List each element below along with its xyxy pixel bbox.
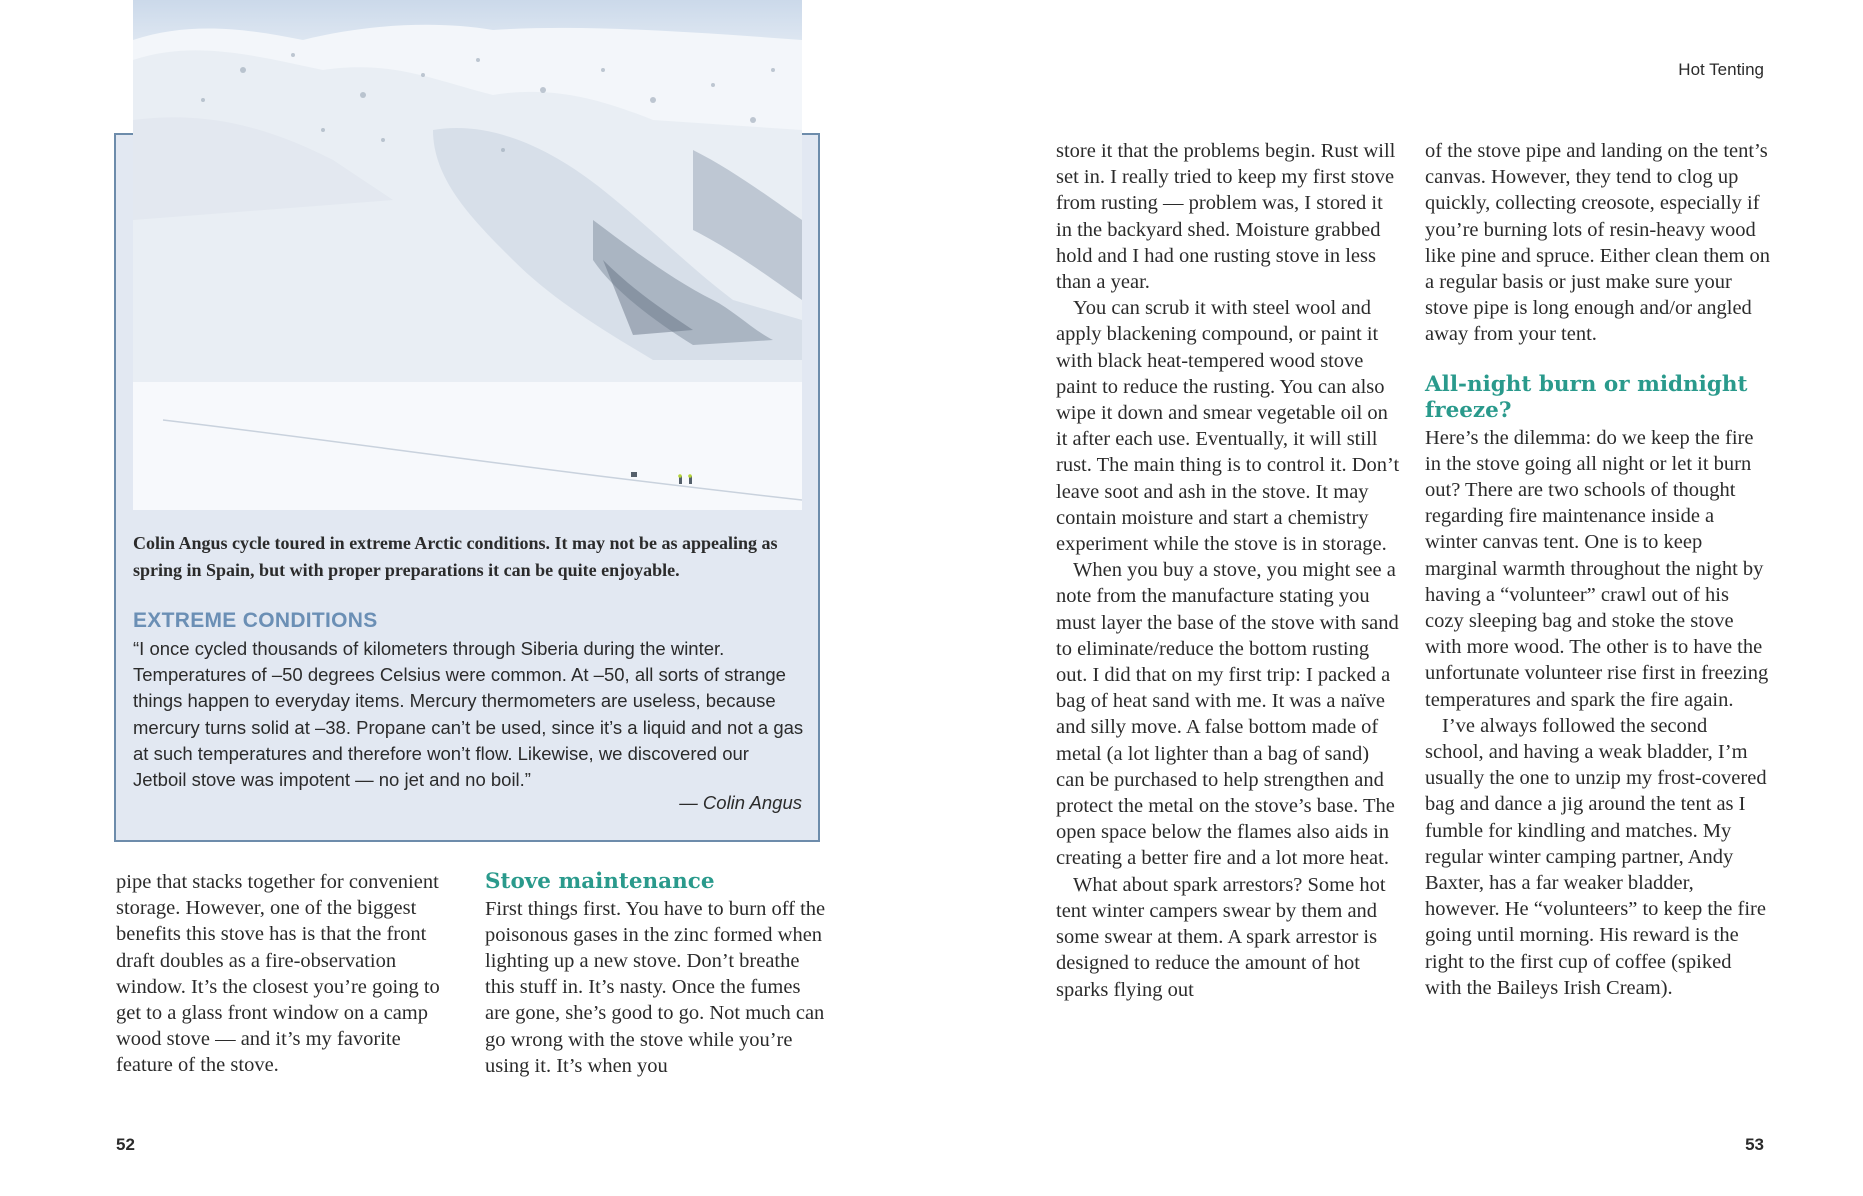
section-heading-all-night-burn: All-night burn or midnight freeze?	[1425, 371, 1748, 424]
text-column-1	[116, 869, 461, 1079]
text-column-4	[1425, 138, 1770, 1001]
text-column-2	[485, 869, 830, 1079]
paragraph: First things first. You have to burn off the poisonous gases in the zinc formed when lighting up a new stove. Don’t breathe this stuff in. It’s nasty. Once the fumes are gone, she’s good to go. Not much can go wrong with the stove while you’re using it. It’s when you	[485, 897, 826, 1077]
paragraph: You can scrub it with steel wool and apply blackening compound, or paint it with black heat-tempered wood stove paint to reduce the rusting. You can also wipe it down and smear vegetable oil on it after each use. Eventually, it will still rust. The main thing is to control it. Don’t leave soot and ash in the stove. It may contain moisture and start a chemistry experiment while the stove is in storage.	[1056, 297, 1400, 556]
sidebar-quote: “I once cycled thousands of kilometers through Siberia during the winter. Temperatures of –50 degrees Celsius were common. At –50, all sorts of strange things happen to everyday items. Mercury thermometers are useless, because mercury turns solid at –38. Propane can’t be used, since it’s a liquid and not a gas at such temperatures and therefore won’t flow. Likewise, we discovered our Jetboil stove was impotent — no jet and no boil.”	[133, 638, 804, 791]
paragraph: of the stove pipe and landing on the tent’s canvas. However, they tend to clog up quickly, collecting creosote, especially if you’re burning lots of resin-heavy wood like pine and spruce. Either clean them on a regular basis or just make sure your stove pipe is long enough and/or angled away from your tent.	[1425, 140, 1770, 346]
sidebar-attribution: — Colin Angus	[679, 792, 802, 813]
paragraph: pipe that stacks together for convenient storage. However, one of the biggest benefits this stove has is that the front draft doubles as a fire-observation window. It’s the closest you’re going to get to a glass front window on a camp wood stove — and it’s my favorite feature of the stove.	[116, 871, 440, 1077]
arctic-photo	[133, 0, 802, 510]
section-heading-stove-maintenance: Stove maintenance	[485, 869, 715, 894]
paragraph: store it that the problems begin. Rust will set in. I really tried to keep my first stove from rusting — problem was, I stored it in the backyard shed. Moisture grabbed hold and I had one rusting stove in less than a year.	[1056, 140, 1396, 294]
paragraph: I’ve always followed the second school, and having a weak bladder, I’m usually the one to unzip my frost-covered bag and dance a jig around the tent as I fumble for kindling and matches. My regular winter camping partner, Andy Baxter, has a far weaker bladder, however. He “volunteers” to keep the fire going until morning. His reward is the right to the first cup of coffee (spiked with the Baileys Irish Cream).	[1425, 714, 1767, 999]
running-head: Hot Tenting	[1678, 60, 1764, 79]
paragraph: When you buy a stove, you might see a note from the manufacture stating you must layer the base of the stove with sand to eliminate/reduce the bottom rusting out. I did that on my first trip: I packed a bag of heat sand with me. It was a naïve and silly move. A false bottom made of metal (a lot lighter than a bag of sand) can be purchased to help strengthen and protect the metal on the stove’s base. The open space below the flames also aids in creating a better fire and a lot more heat.	[1056, 559, 1399, 870]
paragraph: What about spark arrestors? Some hot tent winter campers swear by them and some swear at them. A spark arrestor is designed to reduce the amount of hot sparks flying out	[1056, 873, 1386, 1001]
text-column-3	[1056, 138, 1401, 1003]
paragraph: Here’s the dilemma: do we keep the fire in the stove going all night or let it burn out? There are two schools of thought regarding fire maintenance inside a winter canvas tent. One is to keep marginal warmth throughout the night by having a “volunteer” crawl out of his cozy sleeping bag and stoke the stove with more wood. The other is to have the unfortunate volunteer rise first in freezing temperatures and spark the fire again.	[1425, 426, 1769, 711]
sidebar-heading: EXTREME CONDITIONS	[133, 609, 378, 632]
photo-caption: Colin Angus cycle toured in extreme Arctic conditions. It may not be as appealing as spring in Spain, but with proper preparations it can be quite enjoyable.	[133, 533, 778, 580]
page-number-right: 53	[1745, 1135, 1764, 1154]
page-number-left: 52	[116, 1135, 135, 1154]
